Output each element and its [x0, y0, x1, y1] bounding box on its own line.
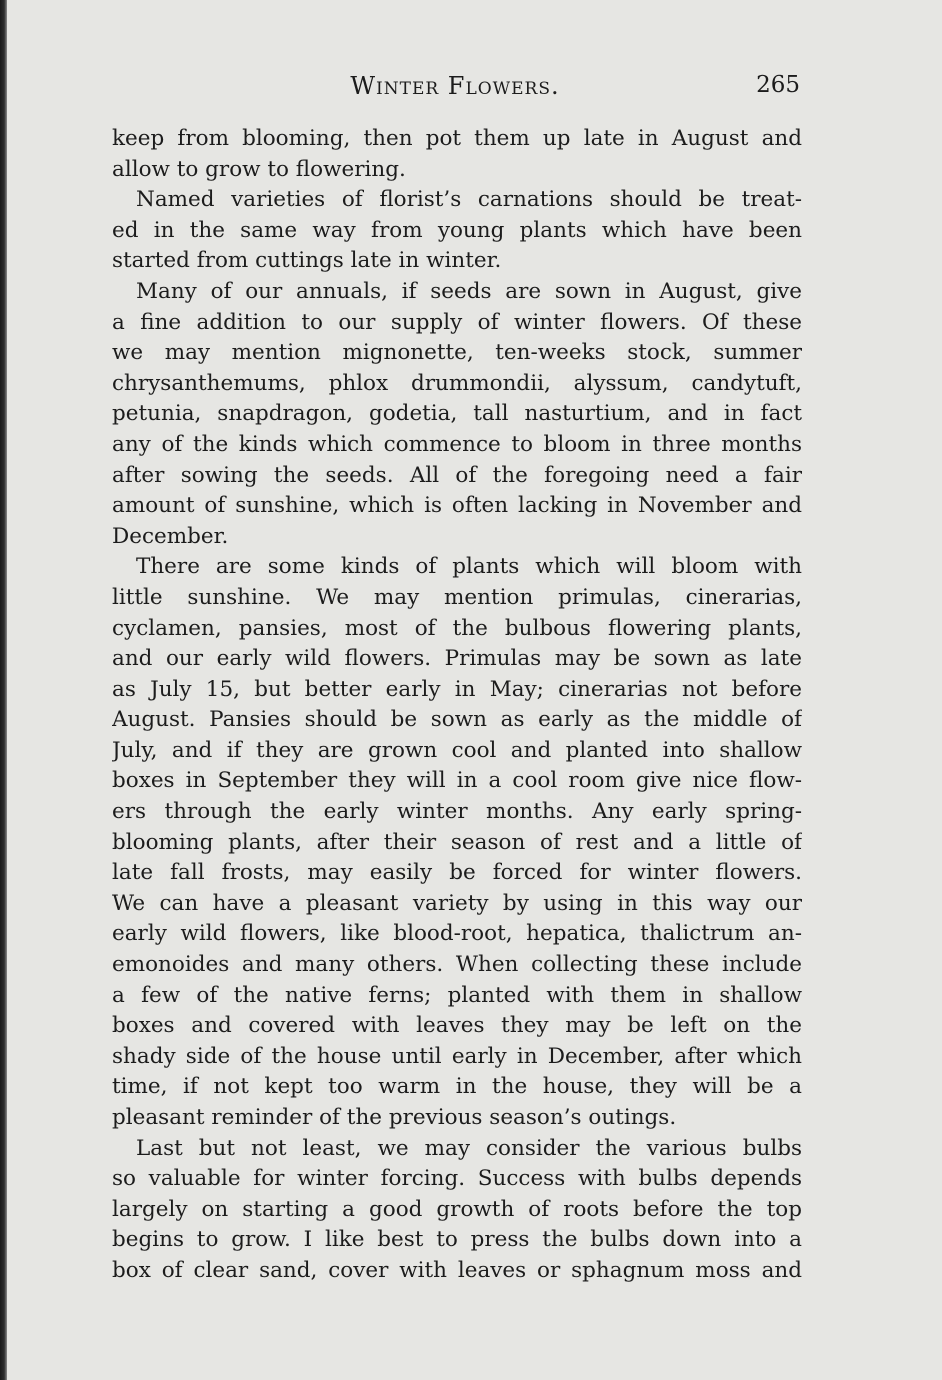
- text-line: Named varieties of florist’s carnations should be treat-: [136, 187, 802, 213]
- text-line: allow to grow to flowering.: [112, 156, 406, 182]
- text-line: There are some kinds of plants which will bloom with: [136, 554, 802, 580]
- text-line: little sunshine. We may mention primulas, cinerarias,: [112, 584, 802, 610]
- running-head: [110, 72, 800, 106]
- text-line: begins to grow. I like best to press the bulbs down into a: [112, 1227, 802, 1253]
- text-line: Many of our annuals, if seeds are sown in August, give: [136, 278, 802, 304]
- text-line: Last but not least, we may consider the various bulbs: [136, 1135, 802, 1161]
- text-line: time, if not kept too warm in the house, they will be a: [112, 1074, 802, 1100]
- running-title: Winter Flowers.: [350, 72, 560, 100]
- text-line: July, and if they are grown cool and planted into shallow: [112, 737, 802, 763]
- text-line: December.: [112, 523, 229, 549]
- text-line: We can have a pleasant variety by using in this way our: [112, 890, 802, 916]
- text-line: we may mention mignonette, ten-weeks stock, summer: [112, 340, 802, 366]
- text-line: a few of the native ferns; planted with them in shallow: [112, 982, 802, 1008]
- text-line: ers through the early winter months. Any early spring-: [112, 799, 802, 825]
- text-line: late fall frosts, may easily be forced for winter flowers.: [112, 860, 802, 886]
- page-number: 265: [756, 72, 800, 98]
- text-line: emonoides and many others. When collecting these include: [112, 952, 802, 978]
- text-line: boxes and covered with leaves they may be left on the: [112, 1013, 802, 1039]
- text-line: cyclamen, pansies, most of the bulbous flowering plants,: [112, 615, 802, 641]
- body-text: [112, 124, 802, 1287]
- text-line: amount of sunshine, which is often lacking in November and: [112, 493, 802, 519]
- text-line: chrysanthemums, phlox drummondii, alyssum, candytuft,: [112, 370, 802, 396]
- text-line: ed in the same way from young plants which have been: [112, 217, 802, 243]
- text-line: largely on starting a good growth of roots before the top: [112, 1196, 802, 1222]
- text-line: any of the kinds which commence to bloom in three months: [112, 431, 802, 457]
- text-line: pleasant reminder of the previous season’s outings.: [112, 1105, 677, 1130]
- text-line: boxes in September they will in a cool room give nice flow-: [112, 768, 802, 794]
- text-line: box of clear sand, cover with leaves or sphagnum moss and: [112, 1257, 802, 1283]
- text-line: and our early wild flowers. Primulas may be sown as late: [112, 646, 802, 672]
- text-line: petunia, snapdragon, godetia, tall nasturtium, and in fact: [112, 401, 802, 427]
- text-line: started from cuttings late in winter.: [112, 248, 502, 274]
- text-line: early wild flowers, like blood-root, hepatica, thalictrum an-: [112, 921, 802, 947]
- text-line: blooming plants, after their season of rest and a little of: [112, 829, 802, 855]
- text-line: after sowing the seeds. All of the foregoing need a fair: [112, 462, 802, 488]
- text-line: so valuable for winter forcing. Success with bulbs depends: [112, 1166, 802, 1192]
- text-line: shady side of the house until early in December, after which: [112, 1043, 802, 1069]
- text-line: keep from blooming, then pot them up late in August and: [112, 126, 802, 151]
- text-line: as July 15, but better early in May; cinerarias not before: [112, 676, 802, 702]
- text-line: August. Pansies should be sown as early as the middle of: [112, 707, 802, 733]
- text-line: a fine addition to our supply of winter flowers. Of these: [112, 309, 802, 335]
